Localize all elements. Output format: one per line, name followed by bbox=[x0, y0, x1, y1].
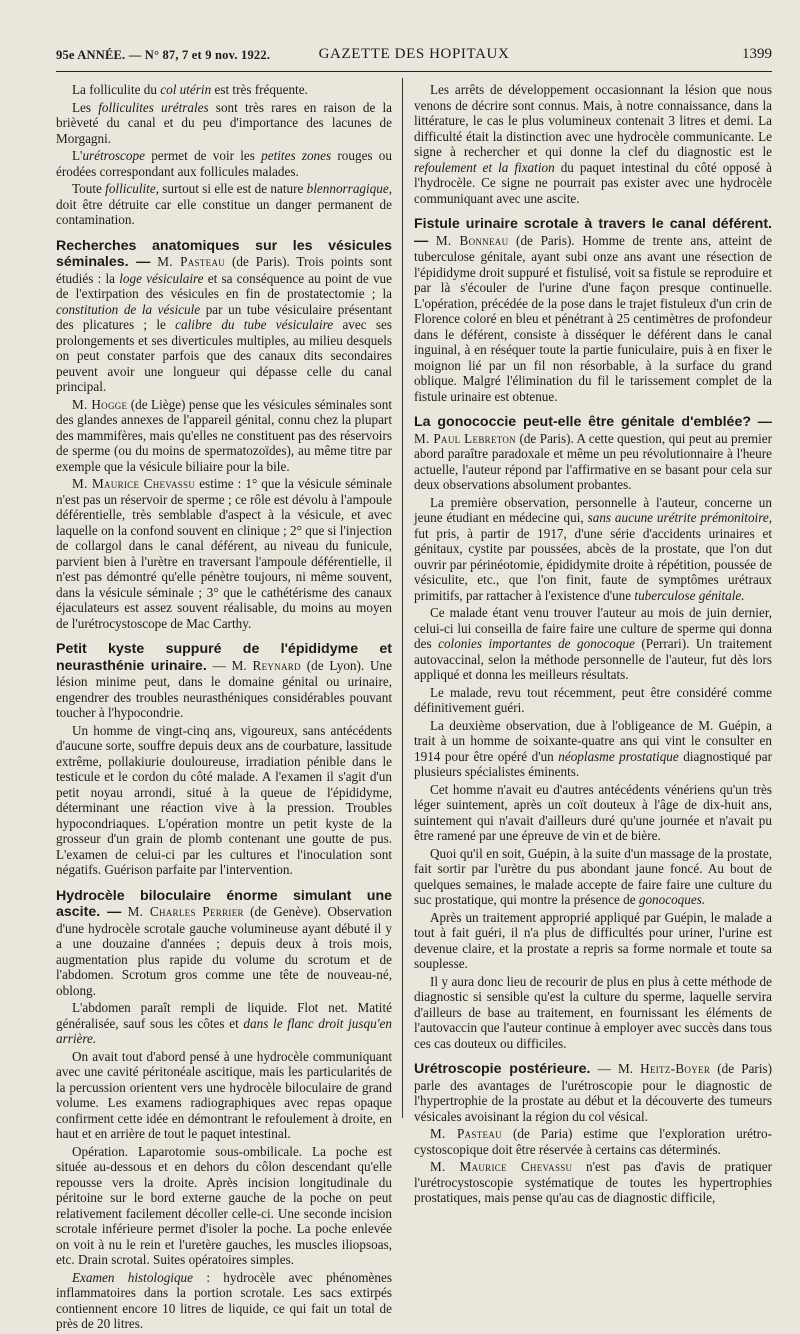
paragraph: La folliculite du col utérin est très fréquente. bbox=[72, 82, 308, 97]
section-uretroscopie: Urétroscopie postérieure. — M. Heitz-Boyer (de Paris) parle des avantages de l'urétroscopie pour le diagnostic de l'hypertrophie de la prostate au début et la découverte des tumeurs vésicales avoisinant la région du col vésical. bbox=[414, 1061, 773, 1124]
issue-line: 95e ANNÉE. — N° 87, 7 et 9 nov. 1922. bbox=[56, 48, 271, 62]
paragraph: La première observation, personnelle à l'auteur, concerne un jeune étudiant en médecine qui, sans aucune urétrite prémonitoire, fut pris, à partir de 1917, d'une série d'accidents urinaires et génitaux, cystite par poussées, abcès de la prostate, que l'on dut ouvrir par périnéotomie, épididymite droite à répétition, poussée de vésiculite, etc., que l'on finit, faute de symptômes urétraux primitifs, par rattacher à l'existence d'une tuberculose génitale. bbox=[414, 494, 773, 603]
paragraph: On avait tout d'abord pensé à une hydrocèle communiquant avec une cavité péritonéale ascitique, mais les particularités de la percussion orientent vers une hydrocèle biloculaire de grand volume. Les examens radiographiques avec repas opaque confirment cette idée en démontrant le refoulement à droite, en haut et en arrière de tout le paquet intestinal. bbox=[56, 1048, 392, 1141]
paragraph: Ce malade étant venu trouver l'auteur au mois de juin dernier, celui-ci lui conseilla de faire faire une culture de sperme qui donna des colonies importantes de gonocoque (Perrari). Un traitement autovaccinal, selon la méthode personnelle de l'auteur, fut dès lors appliqué et donna les meilleurs résultats. bbox=[414, 605, 772, 682]
paragraph: Quoi qu'il en soit, Guépin, à la suite d'un massage de la prostate, fait sortir par l'urètre du pus abondant jaune foncé. Au bout de quelques semaines, le malade accepte de faire faire une culture du suc prostatique, qui montre la présence de gonocoques. bbox=[414, 845, 772, 907]
paragraph: Il y aura donc lieu de recourir de plus en plus à cette méthode de diagnostic si sensible qu'est la culture du sperme, laquelle servira d'ailleurs de base au traitement, en fournissant les éléments de l'autovaccin que l'auteur continue à employer avec succès dans tous ces cas douteux ou difficiles. bbox=[414, 973, 772, 1051]
journal-title: GAZETTE DES HOPITAUX bbox=[318, 46, 510, 62]
paragraph: Toute folliculite, surtout si elle est de nature blennorragique, doit être détruite car elle constitue un danger permanent de contamination. bbox=[56, 181, 393, 227]
page-header bbox=[56, 40, 772, 66]
paragraph: Un homme de vingt-cinq ans, vigoureux, sans antécédents d'aucune sorte, souffre depuis deux ans de courbature, lassitude extrême, pollakiurie douloureuse, irradiation pénible dans le testicule et le cordon du côté malade. A l'examen il s'agit d'un petit noyau arrondi, situé à la queue de l'épididyme, déterminant une réaction vive à la pression. Troubles hypocondriaques. L'opération montre un petit kyste de la grosseur d'un grain de plomb contenant une goutte de pus. L'examen de celui-ci par les cultures et l'inoculation sont négatifs. Guérison parfaite par l'intervention. bbox=[56, 722, 392, 877]
author-name: M. Hogge bbox=[72, 396, 128, 412]
column-divider bbox=[402, 78, 403, 1118]
paragraph: Les folliculites urétrales sont très rares en raison de la brièveté du canal et du peu d'importance des lacunes de Morgagni. bbox=[56, 99, 392, 146]
paragraph: L'abdomen paraît rempli de liquide. Flot net. Matité généralisée, sauf sous les côtes et dans le flanc droit jusqu'en arrière. bbox=[56, 1000, 392, 1046]
paragraph: M. Maurice Chevassu estime : 1° que la vésicule séminale n'est pas un réservoir de sperme ; ce rôle est dévolu à l'ampoule déférentielle, très semblable d'aspect à la vésicule, et avec laquelle on la confond souvent en clinique ; 2° que si l'injection de collargol dans le canal déférent, au niveau du funicule, parvient bien à l'urètre en traversant l'ampoule déférentielle, il n'est pas démontré qu'elle pénètre toujours, ni même souvent, dans la vésicule séminale ; 3° que le cathétérisme des canaux éjaculateurs est assez souvent réalisable, du moins au moyen de l'urétrocystoscope de Mac Carthy. bbox=[56, 476, 393, 631]
left-column bbox=[56, 82, 392, 1334]
paragraph: La deuxième observation, due à l'obligeance de M. Guépin, a trait à un homme de soixante-quatre ans qui vint le consulter en 1914 pour être opéré d'un néoplasme prostatique diagnostiqué par plusieurs spécialistes éminents. bbox=[414, 717, 772, 779]
section-vesicules: Recherches anatomiques sur les vésicules séminales. — M. Pasteau (de Paris). Trois points sont étudiés : la loge vésiculaire et sa conséquence au point de vue de l'extirpation des vésicules en fin de prostatectomie ; la constitution de la vésicule par un tube vésiculaire présentant des plicatures ; le calibre du tube vésiculaire avec ses prolongements et ses diverticules multiples, au milieu desquels on peut constater parfois que des canaux dits secondaires peuvent avoir une longueur qui dépasse celle du canal principal. bbox=[56, 237, 392, 394]
paragraph: L'urétroscope permet de voir les petites zones rouges ou érodées correspondant aux follicules malades. bbox=[56, 148, 392, 179]
paragraph: M. Hogge (de Liège) pense que les vésicules séminales sont des glandes annexes de l'appareil génital, connu chez la plupart des mammifères, mais qu'elles ne constituent pas des réservoirs de sperme (ou du moins de spermatozoïdes), au même titre par exemple que la vésicule biliaire pour la bile. bbox=[56, 396, 392, 474]
section-gonococcie: La gonococcie peut-elle être génitale d'emblée? — M. Paul Lebreton (de Paris). A cette question, qui peut au premier abord paraître paradoxale et même un peu révolutionnaire à l'heure actuelle, l'auteur répond par l'affirmative en se basant pour cela sur deux observations absolument probantes. bbox=[414, 414, 773, 492]
section-heading: Hydrocèle biloculaire énorme simulant une ascite. — bbox=[56, 887, 392, 920]
author-name: M. Pasteau bbox=[157, 254, 226, 269]
section-heading: La gonococcie peut-elle être génitale d'emblée? — bbox=[414, 414, 772, 430]
section-heading: Petit kyste suppuré de l'épididyme et neurasthénie urinaire. bbox=[56, 641, 392, 674]
paragraph: M. Maurice Chevassu n'est pas d'avis de pratiquer l'urétrocystoscopie systématique de toutes les hypertrophies prostatiques, mais pense qu'au cas de diagnostic difficile, bbox=[414, 1159, 772, 1205]
author-name: M. Pasteau bbox=[430, 1126, 502, 1141]
section-hydrocele: Hydrocèle biloculaire énorme simulant une ascite. — M. Charles Perrier (de Genève). Observation d'une hydrocèle scrotale gauche volumineuse ayant débuté il y a une douzaine d'années ; depuis deux à trois mois, augmentation plus rapide du volume du scrotum et de l'abdomen. Scrotum gros comme une tête de nouveau-né, oblong. bbox=[56, 887, 392, 998]
section-heading: Urétroscopie postérieure. bbox=[414, 1061, 591, 1077]
paragraph: Après un traitement approprié appliqué par Guépin, le malade a tout à fait guéri, il n'a plus de difficultés pour uriner, l'urine est devenue claire, et la prostate a repris sa forme normale et toute sa souplesse. bbox=[414, 909, 772, 971]
paragraph: Examen histologique : hydrocèle avec phénomènes inflammatoires dans la portion scrotale. Les sacs extirpés contiennent encore 10 litres de liquide, ce qui fait un total de près de 20 litres. bbox=[56, 1269, 392, 1331]
paragraph: M. Pasteau (de Paria) estime que l'exploration urétro-cystoscopique doit être réservée à certains cas déterminés. bbox=[414, 1126, 772, 1157]
paragraph: Opération. Laparotomie sous-ombilicale. La poche est située au-dessous et en dehors du côlon descendant qu'elle repousse vers la droite. Après incision longitudinale du péritoine sur le bord externe gauche de la poche on peut relativement facilement décoller celle-ci. Une seconde incision scrotale inférieure permet d'isoler la poche. La poche enlevée on voit à nu le rein et l'uretère gauches, les muscles iliopsoas, etc. Drain scrotal. Suites opératoires simples. bbox=[56, 1143, 392, 1267]
author-name: M. Charles Perrier bbox=[127, 904, 244, 919]
header-rule bbox=[56, 71, 772, 72]
section-heading: Fistule urinaire scrotale à travers le canal déférent. — bbox=[414, 216, 772, 249]
right-column bbox=[414, 82, 772, 1208]
section-heading: Recherches anatomiques sur les vésicules séminales. — bbox=[56, 237, 392, 270]
paragraph: Cet homme n'avait eu d'autres antécédents vénériens qu'un très léger suintement, après un coït douteux à l'âge de dix-huit ans, suintement qui n'avait d'ailleurs duré qu'une journée et n'avait pu être ramené par une épreuve de vin et de bière. bbox=[414, 781, 772, 843]
author-name: M. Maurice Chevassu bbox=[430, 1159, 573, 1174]
section-kyste: Petit kyste suppuré de l'épididyme et neurasthénie urinaire. — M. Reynard (de Lyon). Une lésion minime peut, dans le domaine génital ou urinaire, engendrer des troubles neurasthéniques considérables pouvant toucher à l'hypocondrie. bbox=[56, 641, 392, 720]
section-fistule: Fistule urinaire scrotale à travers le canal déférent. — M. Bonneau (de Paris). Homme de trente ans, atteint de tuberculose génitale, ayant subi onze ans avant une résection de l'épididyme droit suppuré et fistulisé, voit sa fistule se reproduire et par là s'écouler de l'urine d'une façon presque continuelle. L'opération, précédée de la pose dans le trajet fistuleux d'un crin de Florence coloré en bleu et pénétrant à 25 centimètres de profondeur dans le déférent, consiste à disséquer le déférent dans le canal inguinal, à en réséquer toute la partie funiculaire, puis à en fixer le moignon lié par un fil non résorbable, à la surface du grand oblique. Malgré l'élimination du fil le tarissement complet de la fistule urinaire est obtenue. bbox=[414, 216, 772, 404]
author-name: Reynard bbox=[252, 657, 301, 673]
author-name: Heitz-Boyer bbox=[640, 1061, 711, 1076]
author-name: M. Bonneau bbox=[435, 232, 509, 248]
page-number: 1399 bbox=[742, 46, 772, 62]
paragraph: Les arrêts de développement occasionnant la lésion que nous venons de décrire sont connus. Mais, à notre connaissance, dans la littérature, le cas le plus volumineux contenait 3 litres et demi. La difficulté était la distinction avec une hydrocèle communicante. Le signe à rechercher et qui donne la clef du diagnostic est le refoulement et la fixation du paquet intestinal du côté opposé à l'hydrocèle. Ce signe ne pourrait pas exister avec une hydrocèle communiquant avec une ascite. bbox=[414, 82, 772, 206]
author-name: M. Paul Lebreton bbox=[414, 430, 516, 446]
paragraph: Le malade, revu tout récemment, peut être considéré comme définitivement guéri. bbox=[414, 684, 772, 715]
author-name: M. Maurice Chevassu bbox=[72, 476, 196, 491]
